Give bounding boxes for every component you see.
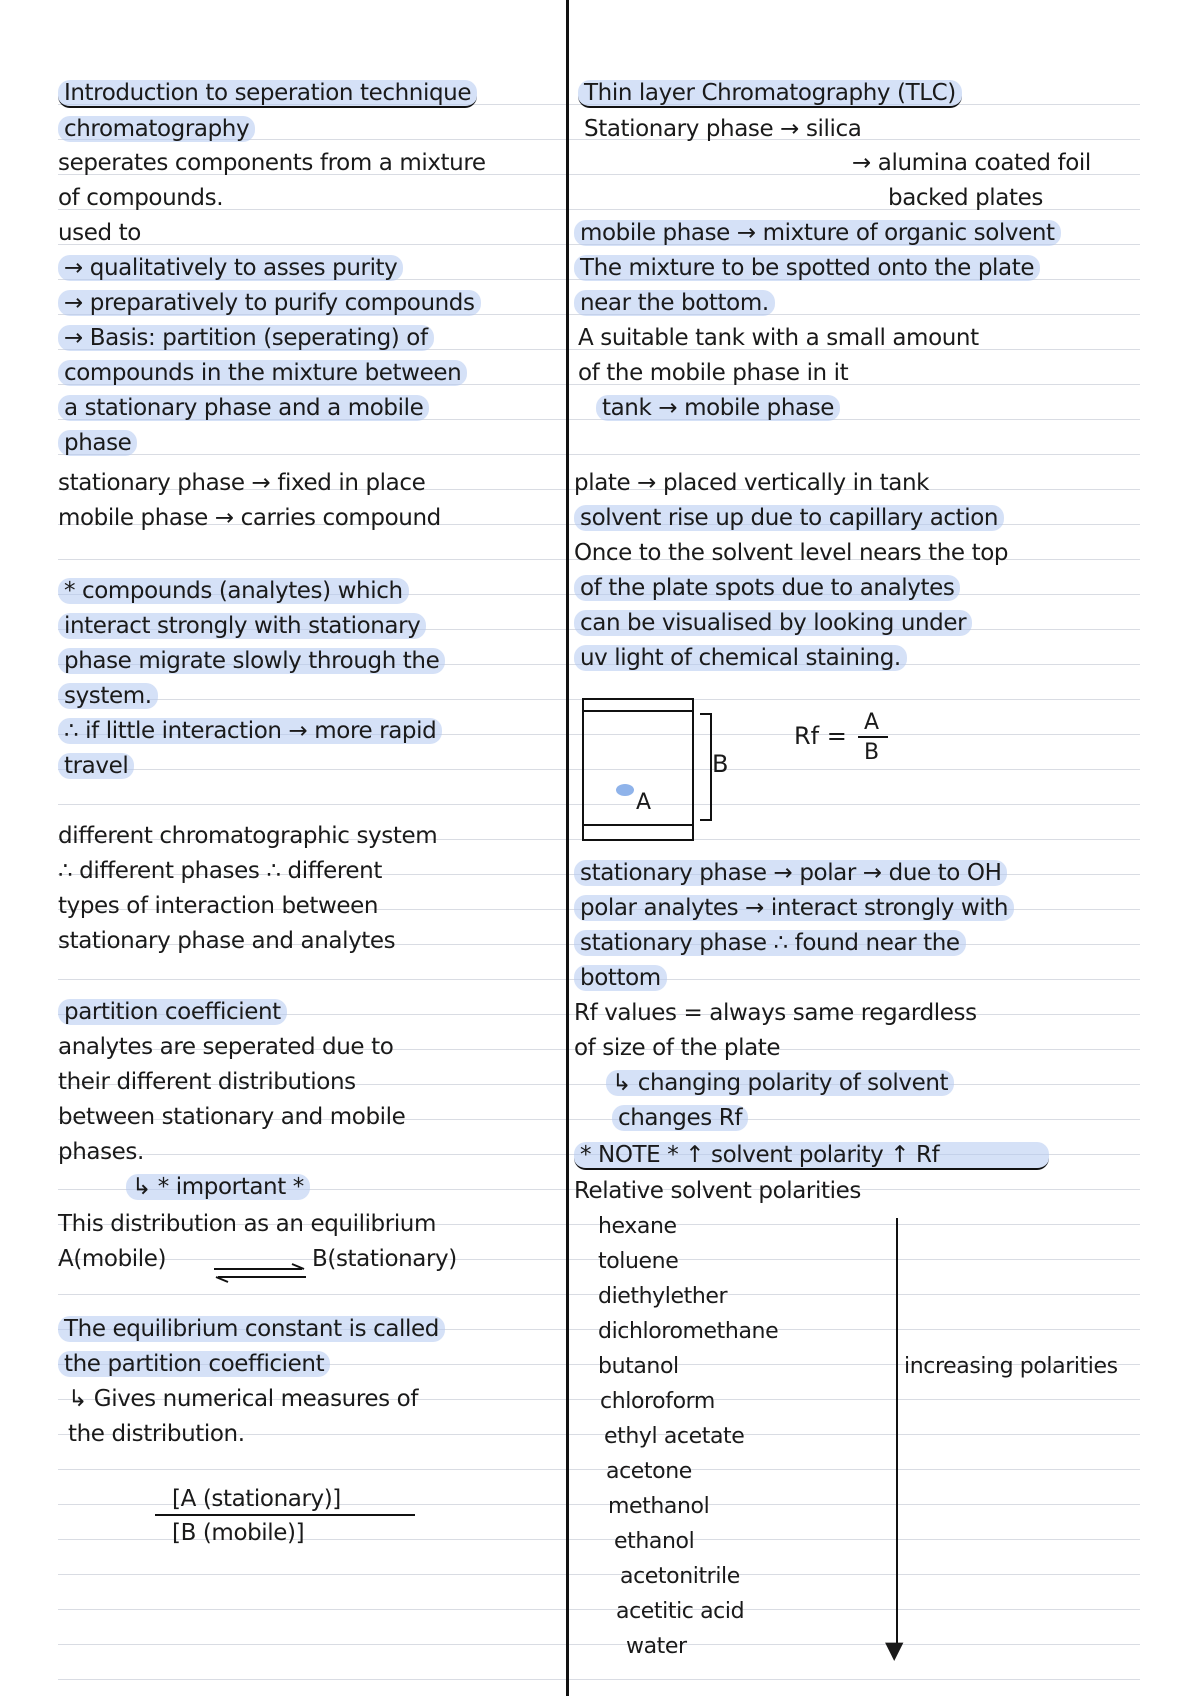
solvent-item: butanol [598,1354,679,1379]
text-line: types of interaction between [58,893,379,919]
text-line: compounds in the mixture between [58,360,467,386]
ruled-line [58,1679,1140,1680]
text-line: A suitable tank with a small amount [578,325,979,351]
solvent-polarities-heading: Relative solvent polarities [574,1178,861,1204]
text-line: interact strongly with stationary [58,613,426,639]
column-divider [566,0,569,1696]
text-line: bottom [574,965,667,991]
solvent-item: acetitic acid [616,1599,745,1624]
text-line: ∴ different phases ∴ different [58,858,382,884]
text-line: system. [58,683,158,709]
text-line: the distribution. [68,1421,245,1447]
text-line: mobile phase → carries compound [58,505,441,531]
text-line: a stationary phase and a mobile [58,395,429,421]
label-b: B [712,750,729,778]
text-line: Rf values = always same regardless [574,1000,977,1026]
text-line: their different distributions [58,1069,356,1095]
text-line: different chromatographic system [58,823,438,849]
text-line: → alumina coated foil [852,150,1091,176]
text-line: uv light of chemical staining. [574,645,907,671]
text-line: used to [58,220,141,246]
text-line: travel [58,753,134,779]
text-line: polar analytes → interact strongly with [574,895,1014,921]
solvent-item: diethylether [598,1284,728,1309]
solvent-item: acetone [606,1459,692,1484]
text-line: * compounds (analytes) which [58,578,409,604]
solvent-item: ethanol [614,1529,695,1554]
partition-denominator: [B (mobile)] [172,1520,305,1546]
polarity-arrow-shaft [896,1218,898,1648]
text-line: analytes are seperated due to [58,1034,394,1060]
solvent-item: acetonitrile [620,1564,740,1589]
text-line: Once to the solvent level nears the top [574,540,1009,566]
text-line: changes Rf [612,1105,748,1131]
text-line: ↳ changing polarity of solvent [606,1070,954,1096]
equilibrium-arrows-icon [212,1262,308,1284]
equilibrium-left: A(mobile) [58,1246,167,1272]
text-line: mobile phase → mixture of organic solvent [574,220,1061,246]
down-arrow-icon: ▼ [885,1636,904,1664]
tlc-plate-diagram [582,698,694,841]
ruled-line [58,1644,1140,1645]
text-line: tank → mobile phase [596,395,840,421]
text-line: of the plate spots due to analytes [574,575,960,601]
tlc-heading: Thin layer Chromatography (TLC) [578,80,962,108]
ruled-line [58,1574,1140,1575]
important-note: ↳ * important * [126,1174,310,1200]
text-line: → preparatively to purify compounds [58,290,481,316]
rf-fraction-bar [858,736,888,738]
distance-bracket-b [700,713,712,821]
text-line: solvent rise up due to capillary action [574,505,1004,531]
rf-formula-lhs: Rf = [794,722,847,750]
text-line: backed plates [888,185,1043,211]
text-line: phases. [58,1139,144,1165]
text-line: stationary phase → polar → due to OH [574,860,1007,886]
text-line: plate → placed vertically in tank [574,470,930,496]
analyte-spot [616,784,634,796]
text-line: ↳ Gives numerical measures of [68,1386,419,1412]
solvent-item: dichloromethane [598,1319,779,1344]
text-line: seperates components from a mixture [58,150,486,176]
ruled-line [58,1469,1140,1470]
text-line: stationary phase ∴ found near the [574,930,966,956]
baseline [584,824,692,826]
note-solvent-polarity: * NOTE * ↑ solvent polarity ↑ Rf [574,1142,1049,1170]
partition-coefficient-heading: partition coefficient [58,999,287,1025]
fraction-bar [155,1514,415,1516]
text-line: Stationary phase → silica [584,116,862,142]
ruled-line [58,1609,1140,1610]
text-line: of compounds. [58,185,224,211]
text-line: can be visualised by looking under [574,610,972,636]
text-line: stationary phase → fixed in place [58,470,426,496]
text-line: The mixture to be spotted onto the plate [574,255,1040,281]
text-line: phase [58,430,137,456]
text-line: This distribution as an equilibrium [58,1211,436,1237]
text-line: → qualitatively to asses purity [58,255,403,281]
solvent-item: toluene [598,1249,679,1274]
text-line: phase migrate slowly through the [58,648,445,674]
increasing-polarity-label: increasing polarities [904,1354,1118,1379]
rf-formula-denominator: B [864,740,880,765]
text-line: between stationary and mobile [58,1104,406,1130]
text-line: → Basis: partition (seperating) of [58,325,434,351]
solvent-item: chloroform [600,1389,715,1414]
text-line: of the mobile phase in it [578,360,849,386]
chromatography-heading: chromatography [58,116,255,142]
partition-numerator: [A (stationary)] [172,1486,341,1512]
text-line: The equilibrium constant is called [58,1316,445,1342]
ruled-line [58,454,1140,455]
left-heading: Introduction to seperation technique [58,80,477,108]
text-line: of size of the plate [574,1035,781,1061]
solvent-item: water [626,1634,687,1659]
solvent-item: ethyl acetate [604,1424,745,1449]
solvent-item: methanol [608,1494,710,1519]
solvent-front-line [584,710,692,712]
text-line: near the bottom. [574,290,775,316]
label-a: A [636,790,652,815]
text-line: ∴ if little interaction → more rapid [58,718,442,744]
equilibrium-right: B(stationary) [312,1246,457,1272]
text-line: the partition coefficient [58,1351,330,1377]
rf-formula-numerator: A [864,710,880,735]
solvent-item: hexane [598,1214,677,1239]
text-line: stationary phase and analytes [58,928,396,954]
